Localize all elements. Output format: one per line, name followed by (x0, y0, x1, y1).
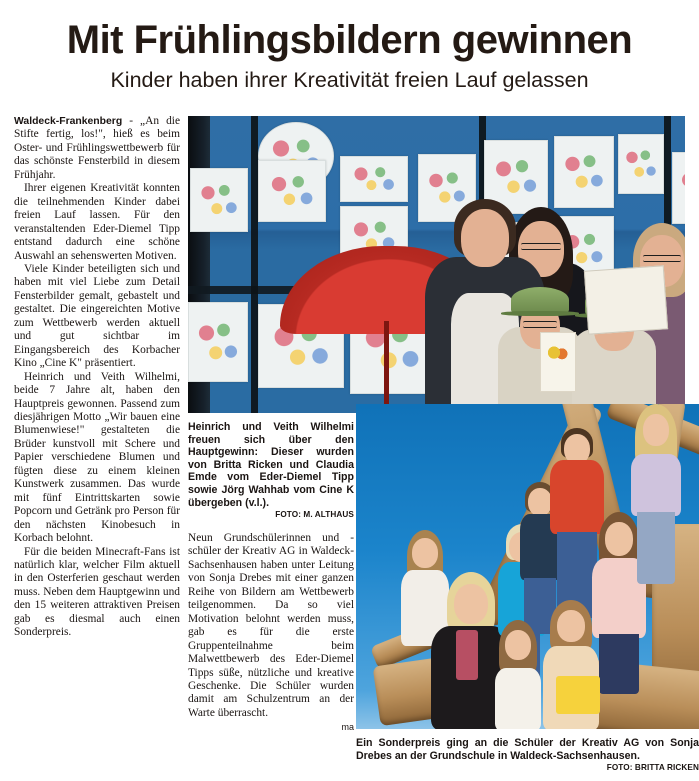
caption-text: Ein Sonderpreis ging an die Schüler der Kreativ AG von Sonja Drebes an der Grundschule in Waldeck-Sachsenhausen. (356, 737, 699, 762)
childrens-drawing (340, 156, 408, 202)
child-legs (637, 512, 675, 584)
author-signature: ma (341, 722, 354, 733)
body-paragraph: Heinrich und Veith Wilhelmi, beide 7 Jahre alt, haben den Hauptpreis gewonnen. Passend zum diesjährigen Motto „Wir bauen eine Blumenwiese!" gestalteten die Brüder kunstvoll mit Schere und Papier verschiedene Blumen und fügten diese zu einem kleinen Kunstwerk zusammen. Das wurde mit fünf Eintrittskarten sowie Popcorn und Getränk pro Person für den nächsten Kinobesuch in Korbach belohnt. (14, 370, 180, 545)
teacher-head (454, 584, 488, 624)
lead-paragraph (14, 115, 180, 182)
child-playground (492, 620, 544, 729)
child-legs (599, 634, 639, 694)
caption-text: Heinrich und Veith Wilhelmi freuen sich über den Hauptgewinn: Dieser wurden von Britta Ricken und Claudia Emde vom Eder-Diemel Tipp sowie Jörg Wahhab vom Cine K übergeben (v.l.). (188, 421, 354, 509)
photo-scene-window (188, 116, 685, 413)
teacher-scarf (456, 630, 478, 680)
childrens-drawing (618, 134, 664, 194)
playground-group-photo (356, 404, 699, 729)
child-playground-front (540, 600, 602, 729)
photo-scene-playground (356, 404, 699, 729)
adult-head (461, 209, 509, 267)
childrens-drawing (258, 160, 326, 222)
dateline: Waldeck-Frankenberg (14, 116, 123, 127)
article-subheadline: Kinder haben ihrer Kreativität freien Lauf gelassen (110, 68, 589, 92)
glasses-icon (523, 321, 557, 328)
gift-package (556, 676, 600, 714)
article-masthead (0, 0, 699, 93)
body-paragraph: Für die beiden Minecraft-Fans ist natürlich klar, welcher Film aktuell in den Osterferien geschaut werden muss. Neben dem Hauptgewinn und den 15 weiteren attraktiven Preisen gab es diesmal auch einen Sonderpreis. (14, 545, 180, 639)
window-mullion-left (251, 116, 258, 413)
child-playground (628, 404, 684, 584)
child-head (505, 630, 531, 660)
body-paragraph: Ihrer eigenen Kreativität konnten die teilnehmenden Kinder dabei freien Lauf lassen. Für den veranstaltenden Eder-Diemel Tipp entstand dadurch eine schöne Auswahl an sehenswerten Motiven. (14, 182, 180, 262)
childrens-drawing (190, 168, 248, 232)
lead-text: - „An die Stifte fertig, los!", hieß es beim Oster- und Frühlingswettbewerb für das schönste Fensterbild in diesem Frühjahr. (14, 115, 180, 181)
child-head (643, 414, 669, 446)
cap-icon (511, 287, 569, 313)
page-title: Mit Frühlingsbildern gewinnen (66, 18, 633, 62)
caption-main-photo (188, 421, 354, 522)
childrens-drawing (554, 136, 614, 208)
child-head (412, 538, 438, 568)
child-body (495, 668, 541, 729)
article-column-2 (188, 532, 354, 735)
umbrella-pole (384, 321, 389, 413)
photo-credit: FOTO: BRITTA RICKEN (606, 763, 699, 773)
child-body (631, 454, 681, 516)
winning-artwork (540, 332, 576, 392)
caption-second-photo (356, 737, 699, 775)
body-paragraph: Neun Grundschülerinnen und -schüler der Kreativ AG in Waldeck-Sachsenhausen haben unter Leitung von Sonja Drebes mit einer ganzen Reihe von Bildern am Wettbewerb teilgenommen. Da so viel Motivation belohnt werden muss, gab es für die erste Gruppenteilnahme beim Malwettbewerb des Eder-Diemel Tipps süße, nützliche und kreative Geschenke. Die Schüler wurden damit am Schulzentrum an der Warte überrascht. (188, 532, 354, 719)
childrens-drawing (188, 302, 248, 382)
article-column-1 (14, 115, 180, 640)
prize-handover-photo (188, 116, 685, 413)
child-head (557, 610, 585, 642)
body-paragraph: Viele Kinder beteiligten sich und haben mit viel Liebe zum Detail Fensterbilder gemalt, gebastelt und gestaltet. Die eingereichten Motive zum Wettbewerb werden aktuell und gut sichtbar im Eingangsbereich des Korbacher Kino „Cine K" präsentiert. (14, 262, 180, 370)
certificate-paper (584, 265, 668, 334)
photo-credit: FOTO: M. ALTHAUS (275, 510, 354, 520)
glasses-icon (643, 255, 681, 262)
